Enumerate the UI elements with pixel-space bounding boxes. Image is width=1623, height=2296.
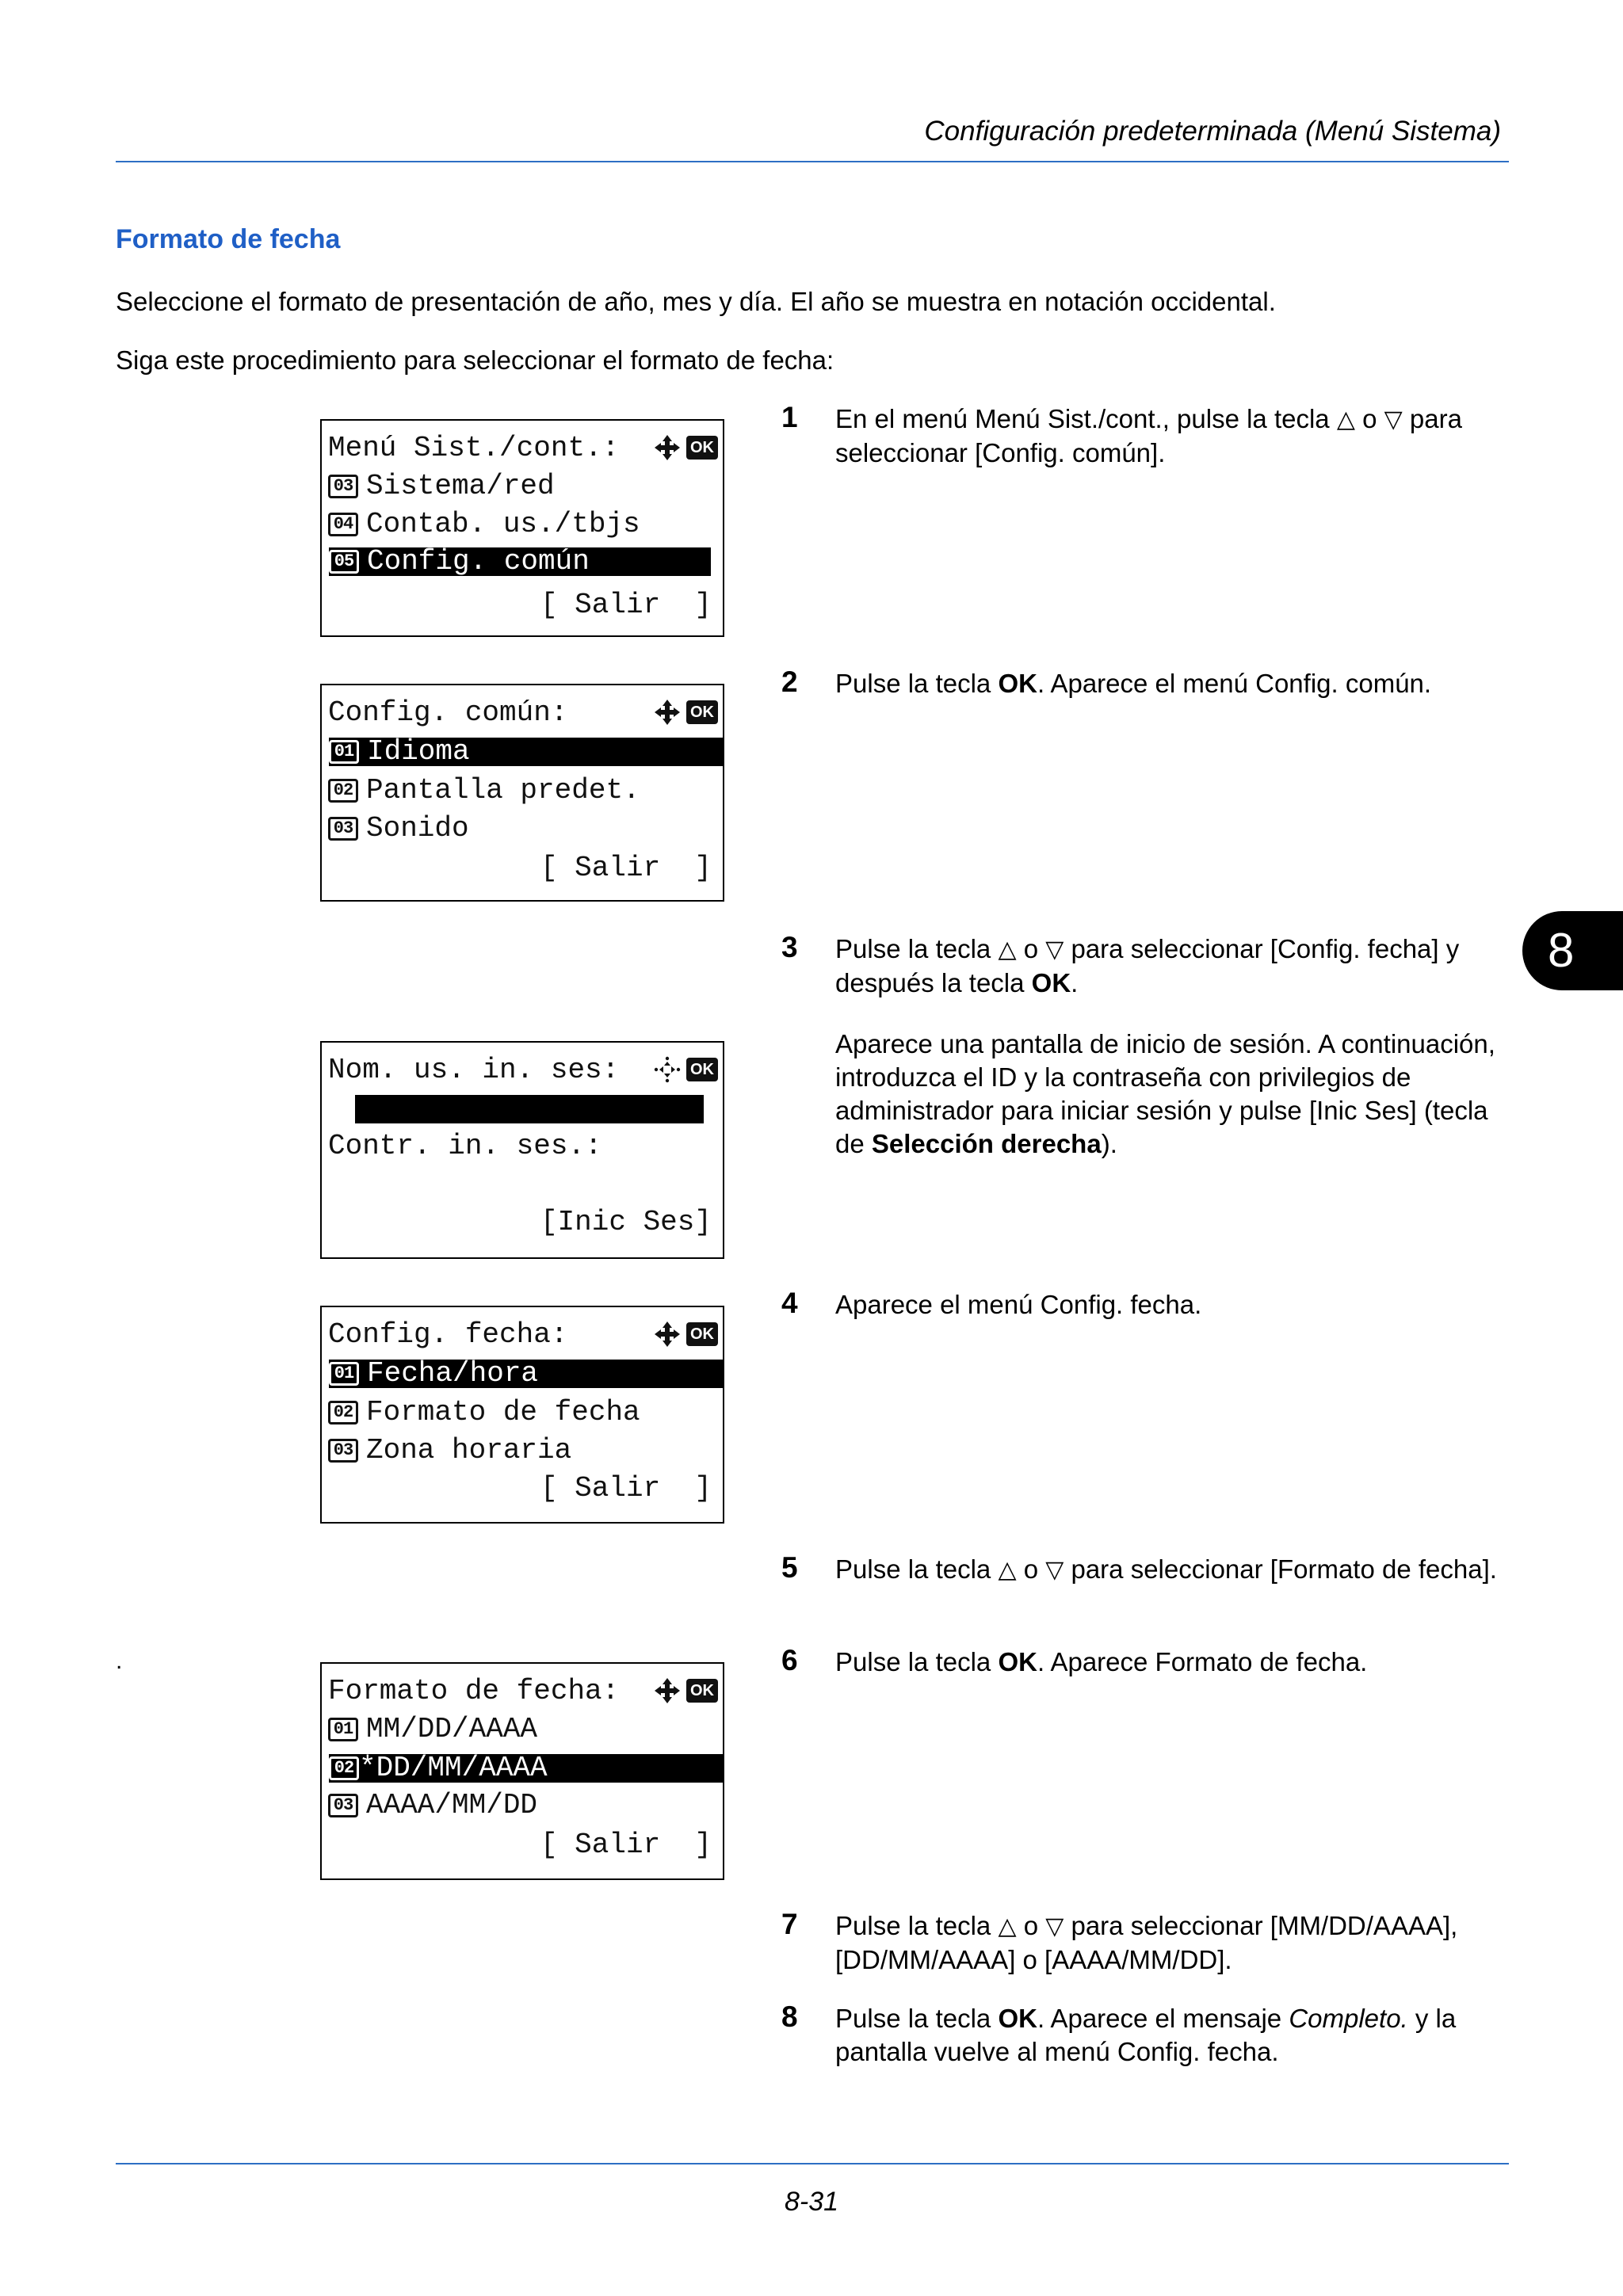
lcd-item — [328, 812, 723, 845]
lcd-item — [328, 470, 723, 503]
lcd-item — [328, 1713, 723, 1746]
item-number-icon: 02 — [328, 1401, 358, 1425]
lcd-title: Formato de fecha: — [328, 1675, 620, 1707]
step-text: Pulse la tecla OK. Aparece Formato de fecha. — [835, 1647, 1368, 1676]
lcd-item — [328, 774, 723, 807]
lcd-screen-config-comun — [320, 684, 724, 902]
item-number-icon: 02 — [328, 779, 358, 803]
lcd-keys — [653, 432, 718, 463]
item-number-icon: 01 — [329, 740, 359, 764]
lcd-item-text: Formato de fecha — [366, 1396, 640, 1428]
lcd-title: Nom. us. in. ses: — [328, 1054, 620, 1086]
item-number-icon: 03 — [328, 1794, 358, 1817]
lcd-screen-menu-sist — [320, 419, 724, 637]
lcd-item-selected — [329, 1357, 723, 1390]
lcd-item-text: Sistema/red — [366, 470, 555, 502]
step-number: 5 — [781, 1551, 798, 1584]
lcd-footer: [ Salir ] — [540, 1472, 712, 1505]
lcd-item-selected — [329, 547, 711, 576]
step-number: 1 — [781, 401, 798, 433]
lcd-keys — [653, 696, 718, 728]
up-key-symbol: △ — [998, 936, 1017, 963]
lcd-item-selected — [329, 1754, 723, 1783]
step-text: Pulse la tecla △ o ▽ para seleccionar [MM/DD/AAAA], [DD/MM/AAAA] o [AAAA/MM/DD]. — [835, 1911, 1458, 1974]
lcd-item-text: Contab. us./tbjs — [366, 508, 640, 540]
item-number-icon: 03 — [328, 475, 358, 498]
lcd-item — [328, 1396, 723, 1429]
lcd-footer: [ Salir ] — [540, 852, 712, 884]
cross-key-icon — [653, 1676, 682, 1705]
header-rule — [116, 161, 1509, 162]
lcd-item — [328, 1434, 723, 1467]
chapter-tab: 8 — [1522, 911, 1623, 990]
step-text: Aparece el menú Config. fecha. — [835, 1290, 1202, 1319]
intro-paragraph: Seleccione el formato de presentación de año, mes y día. El año se muestra en notación occidental. — [116, 287, 1276, 316]
lcd-screen-config-fecha — [320, 1306, 724, 1524]
lcd-title: Config. común: — [328, 696, 568, 729]
lcd-password-label: Contr. in. ses.: — [328, 1130, 602, 1162]
up-key-symbol: △ — [998, 1913, 1017, 1939]
lcd-item-text: AAAA/MM/DD — [366, 1789, 538, 1821]
lcd-item-text: Fecha/hora — [367, 1357, 539, 1390]
step-text: Pulse la tecla △ o ▽ para seleccionar [Config. fecha] y después la tecla OK. — [835, 934, 1460, 997]
lcd-footer: [Inic Ses] — [540, 1206, 712, 1238]
cross-key-icon — [653, 1055, 682, 1084]
step-note: Aparece una pantalla de inicio de sesión. A continuación, introduzca el ID y la contraseña con privilegios de administrador para iniciar sesión y pulse [Inic Ses] (tecla de Selección derecha). — [835, 1029, 1495, 1158]
step-text: En el menú Menú Sist./cont., pulse la tecla △ o ▽ para seleccionar [Config. común]. — [835, 404, 1462, 467]
ok-key-icon: OK — [686, 1058, 718, 1081]
footer-rule — [116, 2163, 1509, 2164]
step-number: 2 — [781, 666, 798, 698]
item-number-icon: 01 — [328, 1718, 358, 1741]
lcd-footer: [ Salir ] — [540, 1829, 712, 1861]
page-header-title: Configuración predeterminada (Menú Sistema) — [924, 116, 1501, 147]
lcd-screen-login — [320, 1041, 724, 1259]
login-id-field — [355, 1095, 704, 1123]
lcd-keys — [653, 1675, 718, 1707]
item-number-icon: 03 — [328, 1439, 358, 1463]
step-number: 3 — [781, 931, 798, 963]
step-number: 6 — [781, 1644, 798, 1676]
step-text: Pulse la tecla OK. Aparece el mensaje Completo. y la pantalla vuelve al menú Config. fecha. — [835, 2004, 1457, 2066]
ok-key-icon: OK — [686, 700, 718, 724]
cross-key-icon — [653, 1320, 682, 1348]
lcd-item-text: MM/DD/AAAA — [366, 1713, 538, 1745]
lcd-item — [328, 1789, 723, 1822]
up-key-symbol: △ — [998, 1557, 1017, 1583]
lcd-item-text: Pantalla predet. — [366, 774, 640, 807]
lead-paragraph: Siga este procedimiento para seleccionar el formato de fecha: — [116, 345, 834, 375]
down-key-symbol: ▽ — [1045, 1913, 1064, 1939]
section-heading: Formato de fecha — [116, 224, 341, 254]
ok-key-icon: OK — [686, 1322, 718, 1346]
item-number-icon: 05 — [329, 550, 359, 574]
lcd-screen-formato-fecha — [320, 1662, 724, 1880]
step-text: Pulse la tecla △ o ▽ para seleccionar [Formato de fecha]. — [835, 1553, 1509, 1587]
item-number-icon: 03 — [328, 817, 358, 841]
up-key-symbol: △ — [1336, 406, 1355, 433]
step-number: 4 — [781, 1287, 798, 1319]
lcd-keys — [653, 1318, 718, 1350]
lcd-item — [328, 508, 723, 541]
item-number-icon: 04 — [328, 513, 358, 536]
lcd-item-text: Zona horaria — [366, 1434, 572, 1466]
lcd-title: Menú Sist./cont.: — [328, 432, 620, 464]
cross-key-icon — [653, 433, 682, 462]
lcd-footer: [ Salir ] — [540, 589, 712, 621]
step-number: 7 — [781, 1908, 798, 1940]
ok-key-icon: OK — [686, 1679, 718, 1703]
item-number-icon: 02 — [329, 1756, 359, 1780]
lcd-item-selected — [329, 735, 723, 768]
down-key-symbol: ▽ — [1045, 1557, 1064, 1583]
lcd-item-text: Sonido — [366, 812, 469, 845]
lcd-item-text: Idioma — [367, 735, 470, 768]
lcd-item-text: Config. común — [367, 545, 590, 578]
page-number: 8-31 — [784, 2187, 839, 2217]
down-key-symbol: ▽ — [1045, 936, 1064, 963]
item-number-icon: 01 — [329, 1362, 359, 1386]
lcd-item-text: *DD/MM/AAAA — [359, 1752, 548, 1784]
step-number: 8 — [781, 2000, 798, 2033]
lcd-title: Config. fecha: — [328, 1318, 568, 1351]
ok-key-icon: OK — [686, 436, 718, 460]
step-text: Pulse la tecla OK. Aparece el menú Config. común. — [835, 669, 1432, 698]
lcd-keys — [653, 1054, 718, 1085]
down-key-symbol: ▽ — [1384, 406, 1403, 433]
stray-dot: . — [116, 1648, 123, 1674]
cross-key-icon — [653, 698, 682, 727]
